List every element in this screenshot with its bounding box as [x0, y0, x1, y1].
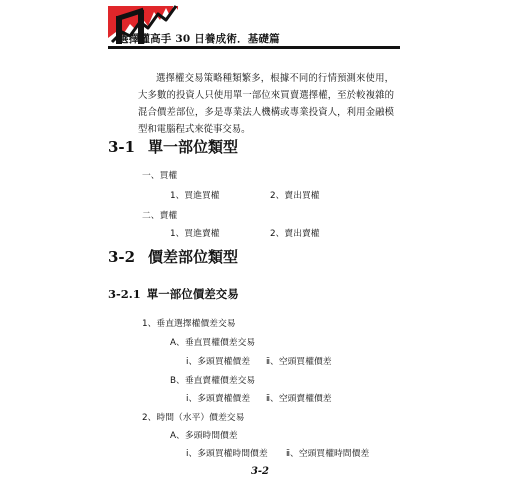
outline-item: ⅰ、多頭買權時間價差 [186, 449, 268, 459]
outline-label: 一、買權 [142, 171, 178, 181]
outline-item-row [170, 226, 320, 239]
outline-item: B、垂直賣權價差交易 [170, 376, 256, 386]
page-number: 3-2 [250, 466, 270, 477]
intro-paragraph: 選擇權交易策略種類繁多，根據不同的行情預測來使用，大多數的投資人只使用單一部位來買賣選擇權，至於較複雜的混合價差部位，多是專業法人機構或專業投資人，利用金融模型和電腦程式來從事交易。 [138, 73, 394, 135]
outline-label: 二、賣權 [142, 211, 178, 221]
outline-item: A、多頭時間價差 [170, 431, 238, 441]
outline-item: ⅰ、多頭賣權價差 [186, 394, 251, 404]
outline-item: 2、時間（水平）價差交易 [142, 413, 245, 423]
subsection-heading-3-2-1 [108, 286, 239, 302]
outline-item: ⅰ、多頭買權價差 [186, 357, 251, 367]
outline-item: 1、垂直選擇權價差交易 [142, 319, 236, 329]
outline-item: ⅱ、空頭賣權價差 [266, 394, 332, 404]
outline-item: ⅱ、空頭買權價差 [266, 357, 332, 367]
outline-item-row [186, 446, 370, 459]
outline-item: 1、買進買權 [170, 191, 220, 201]
outline-item: ⅱ、空頭買權時間價差 [286, 449, 370, 459]
outline-item-row [186, 391, 332, 404]
section-number: 3-1 [108, 138, 136, 156]
section-title: 單一部位類型 [148, 138, 239, 156]
header-rule [108, 46, 400, 49]
section-number: 3-2 [108, 248, 136, 266]
header-title: 選擇權高手 30 日養成術．基礎篇 [118, 33, 280, 45]
subsection-title: 單一部位價差交易 [146, 287, 239, 301]
section-title: 價差部位類型 [148, 248, 239, 266]
outline-item-row [186, 354, 332, 367]
section-heading-3-2 [108, 246, 238, 267]
outline-item-row [170, 188, 320, 201]
outline-item: 2、賣出賣權 [270, 229, 320, 239]
subsection-number: 3-2.1 [108, 287, 141, 301]
outline-item: 2、賣出買權 [270, 191, 320, 201]
section-heading-3-1 [108, 136, 238, 157]
outline-item: 1、買進賣權 [170, 229, 220, 239]
outline-item: A、垂直買權價差交易 [170, 338, 256, 348]
